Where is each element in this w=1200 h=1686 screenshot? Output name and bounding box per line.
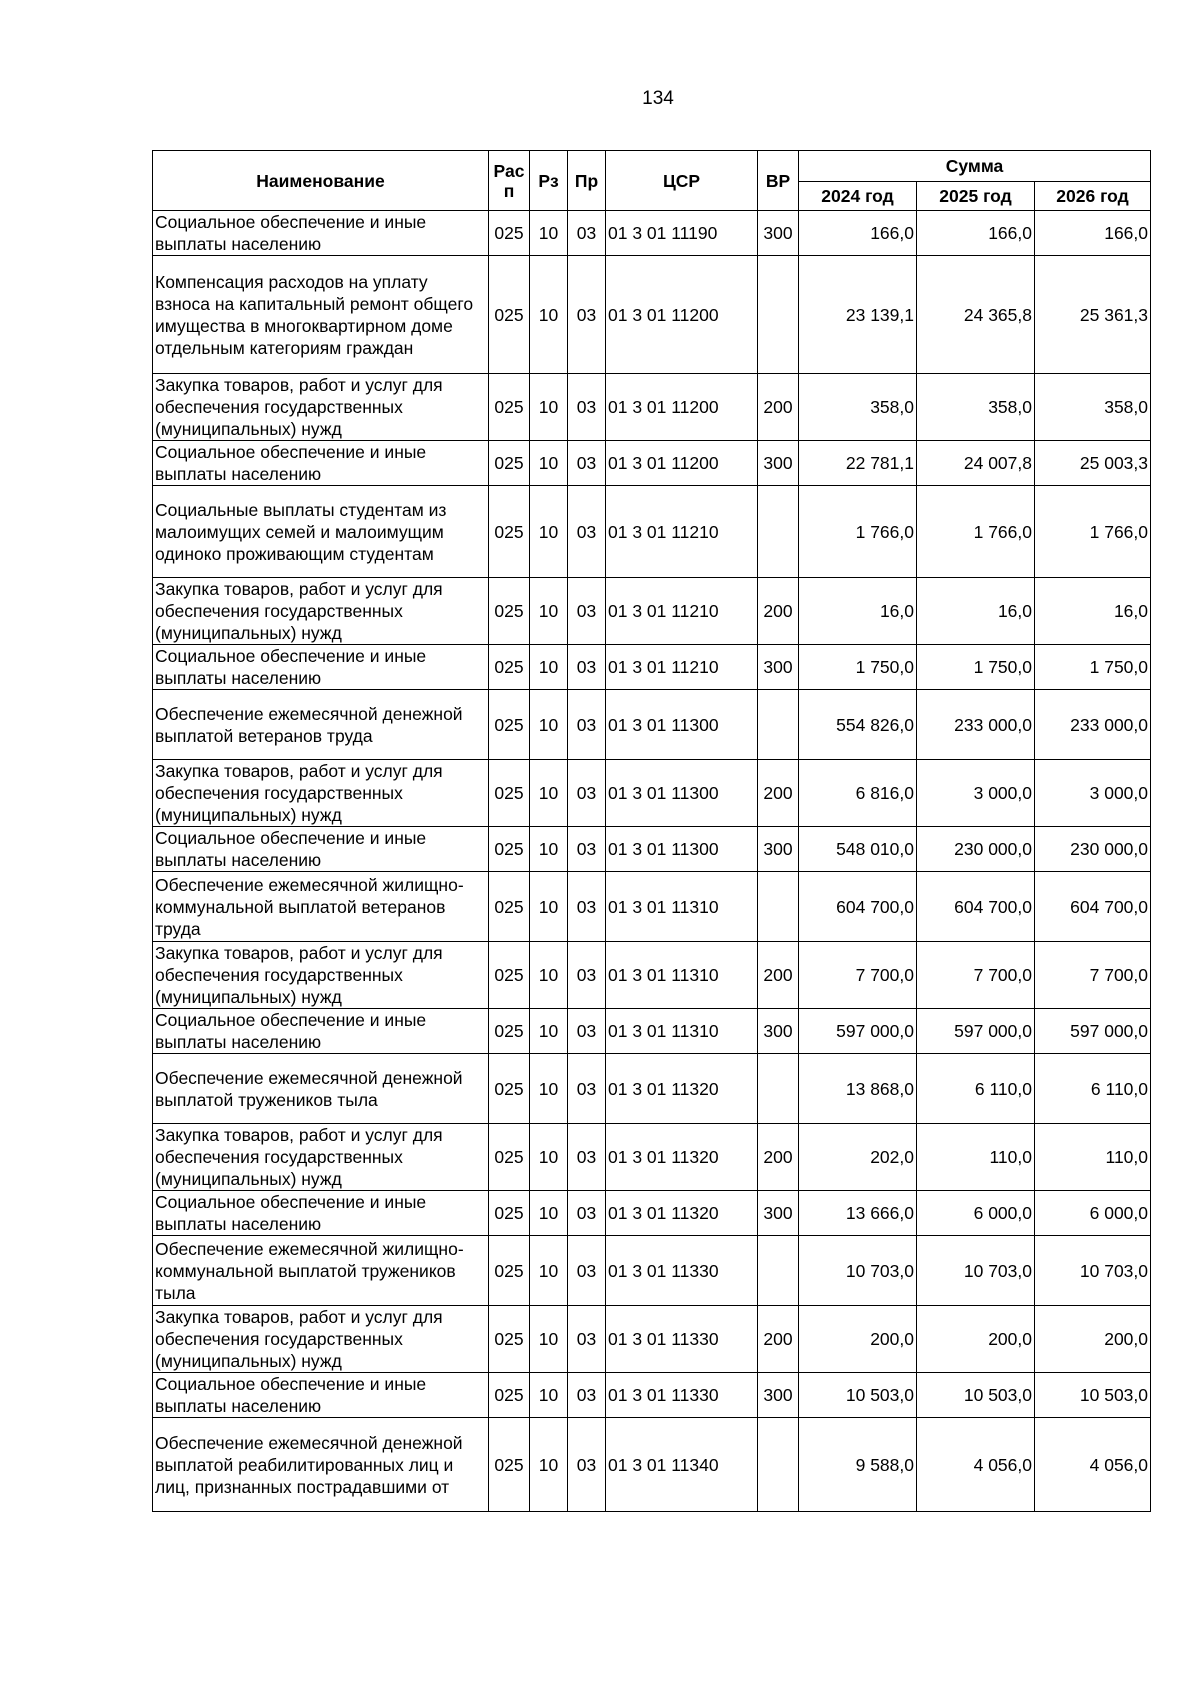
cell-sum-2026: 1 750,0 [1035,645,1151,690]
cell-sum-2025: 233 000,0 [917,690,1035,760]
cell-name: Закупка товаров, работ и услуг для обеспечения государственных (муниципальных) нужд [153,578,489,645]
table-row [153,1191,1151,1236]
cell-rasp: 025 [489,1009,530,1054]
cell-rz: 10 [530,486,568,578]
cell-sum-2025: 230 000,0 [917,827,1035,872]
cell-sum-2024: 16,0 [799,578,917,645]
cell-pr: 03 [568,645,606,690]
cell-sum-2024: 548 010,0 [799,827,917,872]
cell-name: Закупка товаров, работ и услуг для обеспечения государственных (муниципальных) нужд [153,1306,489,1373]
cell-pr: 03 [568,1236,606,1306]
cell-rasp: 025 [489,1306,530,1373]
cell-vr: 300 [758,441,799,486]
cell-name: Обеспечение ежемесячной денежной выплатой ветеранов труда [153,690,489,760]
cell-rasp: 025 [489,486,530,578]
cell-name: Обеспечение ежемесячной жилищно-коммунальной выплатой ветеранов труда [153,872,489,942]
cell-name: Закупка товаров, работ и услуг для обеспечения государственных (муниципальных) нужд [153,942,489,1009]
cell-sum-2024: 200,0 [799,1306,917,1373]
table-row [153,1418,1151,1512]
cell-sum-2025: 1 766,0 [917,486,1035,578]
cell-rz: 10 [530,1418,568,1512]
table-row [153,1236,1151,1306]
cell-vr: 300 [758,827,799,872]
header-name: Наименование [153,151,489,211]
budget-table [152,150,1151,1512]
header-pr: Пр [568,151,606,211]
cell-name: Обеспечение ежемесячной денежной выплатой реабилитированных лиц и лиц, признанных пострадавшими от [153,1418,489,1512]
cell-vr: 300 [758,211,799,256]
cell-pr: 03 [568,760,606,827]
cell-pr: 03 [568,690,606,760]
cell-sum-2025: 4 056,0 [917,1418,1035,1512]
cell-name: Социальное обеспечение и иные выплаты населению [153,211,489,256]
header-2026: 2026 год [1035,182,1151,211]
table-row [153,1373,1151,1418]
header-csr: ЦСР [606,151,758,211]
cell-vr: 200 [758,942,799,1009]
cell-pr: 03 [568,1009,606,1054]
cell-pr: 03 [568,1054,606,1124]
cell-csr: 01 3 01 11210 [606,578,758,645]
cell-sum-2025: 24 007,8 [917,441,1035,486]
cell-sum-2026: 166,0 [1035,211,1151,256]
cell-rz: 10 [530,374,568,441]
cell-sum-2025: 10 503,0 [917,1373,1035,1418]
cell-pr: 03 [568,1306,606,1373]
table-row [153,1054,1151,1124]
cell-sum-2026: 10 703,0 [1035,1236,1151,1306]
cell-name: Социальное обеспечение и иные выплаты населению [153,645,489,690]
cell-name: Закупка товаров, работ и услуг для обеспечения государственных (муниципальных) нужд [153,760,489,827]
cell-sum-2025: 604 700,0 [917,872,1035,942]
cell-sum-2024: 13 868,0 [799,1054,917,1124]
cell-csr: 01 3 01 11310 [606,942,758,1009]
cell-csr: 01 3 01 11340 [606,1418,758,1512]
cell-sum-2025: 200,0 [917,1306,1035,1373]
cell-vr [758,872,799,942]
cell-sum-2026: 6 000,0 [1035,1191,1151,1236]
cell-rasp: 025 [489,1418,530,1512]
cell-csr: 01 3 01 11200 [606,441,758,486]
cell-name: Закупка товаров, работ и услуг для обеспечения государственных (муниципальных) нужд [153,1124,489,1191]
cell-sum-2026: 4 056,0 [1035,1418,1151,1512]
cell-rz: 10 [530,211,568,256]
cell-vr: 300 [758,1191,799,1236]
cell-sum-2024: 1 766,0 [799,486,917,578]
cell-rasp: 025 [489,1124,530,1191]
cell-vr: 300 [758,645,799,690]
cell-pr: 03 [568,211,606,256]
table-row [153,211,1151,256]
cell-rasp: 025 [489,690,530,760]
cell-sum-2025: 7 700,0 [917,942,1035,1009]
cell-name: Социальное обеспечение и иные выплаты населению [153,1009,489,1054]
cell-sum-2026: 16,0 [1035,578,1151,645]
cell-csr: 01 3 01 11320 [606,1054,758,1124]
cell-sum-2025: 16,0 [917,578,1035,645]
cell-vr [758,690,799,760]
cell-vr: 200 [758,1306,799,1373]
cell-pr: 03 [568,486,606,578]
cell-sum-2024: 6 816,0 [799,760,917,827]
cell-sum-2026: 110,0 [1035,1124,1151,1191]
cell-sum-2025: 6 000,0 [917,1191,1035,1236]
cell-sum-2026: 1 766,0 [1035,486,1151,578]
cell-name: Компенсация расходов на уплату взноса на капитальный ремонт общего имущества в многоквартирном доме отдельным категориям граждан [153,256,489,374]
cell-sum-2025: 3 000,0 [917,760,1035,827]
cell-sum-2025: 10 703,0 [917,1236,1035,1306]
cell-vr: 300 [758,1373,799,1418]
cell-rasp: 025 [489,1236,530,1306]
cell-rz: 10 [530,872,568,942]
cell-sum-2024: 7 700,0 [799,942,917,1009]
cell-vr: 300 [758,1009,799,1054]
cell-name: Социальное обеспечение и иные выплаты населению [153,1191,489,1236]
cell-rasp: 025 [489,1054,530,1124]
cell-pr: 03 [568,256,606,374]
cell-sum-2026: 230 000,0 [1035,827,1151,872]
cell-sum-2024: 10 503,0 [799,1373,917,1418]
table-row [153,942,1151,1009]
cell-sum-2026: 6 110,0 [1035,1054,1151,1124]
cell-sum-2024: 1 750,0 [799,645,917,690]
cell-pr: 03 [568,374,606,441]
cell-rz: 10 [530,578,568,645]
header-vr: ВР [758,151,799,211]
cell-csr: 01 3 01 11200 [606,374,758,441]
cell-rasp: 025 [489,872,530,942]
cell-vr: 200 [758,374,799,441]
cell-pr: 03 [568,578,606,645]
cell-rz: 10 [530,690,568,760]
cell-csr: 01 3 01 11310 [606,872,758,942]
cell-sum-2026: 10 503,0 [1035,1373,1151,1418]
cell-csr: 01 3 01 11210 [606,645,758,690]
cell-pr: 03 [568,1418,606,1512]
cell-vr [758,486,799,578]
cell-sum-2024: 13 666,0 [799,1191,917,1236]
cell-sum-2026: 233 000,0 [1035,690,1151,760]
cell-sum-2024: 358,0 [799,374,917,441]
cell-sum-2024: 166,0 [799,211,917,256]
cell-vr [758,1236,799,1306]
cell-sum-2026: 7 700,0 [1035,942,1151,1009]
cell-vr [758,1054,799,1124]
cell-rz: 10 [530,1191,568,1236]
cell-sum-2025: 358,0 [917,374,1035,441]
cell-rasp: 025 [489,1373,530,1418]
cell-sum-2025: 24 365,8 [917,256,1035,374]
cell-csr: 01 3 01 11300 [606,827,758,872]
table-row [153,578,1151,645]
table-row [153,486,1151,578]
cell-name: Социальное обеспечение и иные выплаты населению [153,1373,489,1418]
table-row [153,827,1151,872]
cell-sum-2025: 166,0 [917,211,1035,256]
cell-vr: 200 [758,760,799,827]
table-row [153,1009,1151,1054]
cell-rz: 10 [530,1236,568,1306]
cell-pr: 03 [568,441,606,486]
cell-name: Закупка товаров, работ и услуг для обеспечения государственных (муниципальных) нужд [153,374,489,441]
cell-rz: 10 [530,1124,568,1191]
table-row [153,374,1151,441]
cell-vr: 200 [758,1124,799,1191]
cell-rasp: 025 [489,374,530,441]
cell-csr: 01 3 01 11320 [606,1124,758,1191]
cell-sum-2025: 6 110,0 [917,1054,1035,1124]
cell-rz: 10 [530,1373,568,1418]
cell-pr: 03 [568,827,606,872]
table-row [153,690,1151,760]
cell-csr: 01 3 01 11320 [606,1191,758,1236]
cell-rasp: 025 [489,827,530,872]
cell-csr: 01 3 01 11330 [606,1236,758,1306]
cell-csr: 01 3 01 11210 [606,486,758,578]
cell-rz: 10 [530,760,568,827]
cell-rz: 10 [530,256,568,374]
cell-name: Социальное обеспечение и иные выплаты населению [153,441,489,486]
cell-rasp: 025 [489,578,530,645]
cell-rasp: 025 [489,211,530,256]
cell-pr: 03 [568,1124,606,1191]
cell-rz: 10 [530,1306,568,1373]
cell-sum-2026: 597 000,0 [1035,1009,1151,1054]
cell-rasp: 025 [489,256,530,374]
header-rasp: Рас п [489,151,530,211]
table-row [153,645,1151,690]
cell-csr: 01 3 01 11310 [606,1009,758,1054]
cell-sum-2024: 604 700,0 [799,872,917,942]
cell-pr: 03 [568,1191,606,1236]
cell-sum-2025: 597 000,0 [917,1009,1035,1054]
cell-sum-2024: 202,0 [799,1124,917,1191]
cell-pr: 03 [568,1373,606,1418]
cell-csr: 01 3 01 11300 [606,760,758,827]
cell-pr: 03 [568,942,606,1009]
cell-name: Социальное обеспечение и иные выплаты населению [153,827,489,872]
header-rz: Рз [530,151,568,211]
header-2025: 2025 год [917,182,1035,211]
cell-name: Социальные выплаты студентам из малоимущих семей и малоимущим одиноко проживающим студентам [153,486,489,578]
cell-sum-2024: 597 000,0 [799,1009,917,1054]
cell-name: Обеспечение ежемесячной денежной выплатой тружеников тыла [153,1054,489,1124]
cell-rasp: 025 [489,760,530,827]
cell-sum-2024: 10 703,0 [799,1236,917,1306]
cell-csr: 01 3 01 11330 [606,1373,758,1418]
table-row [153,441,1151,486]
cell-sum-2025: 1 750,0 [917,645,1035,690]
cell-sum-2024: 23 139,1 [799,256,917,374]
cell-rasp: 025 [489,942,530,1009]
header-row [153,151,1151,182]
page-number: 134 [642,88,674,109]
cell-vr [758,1418,799,1512]
header-sum: Сумма [799,151,1151,182]
header-2024: 2024 год [799,182,917,211]
cell-sum-2026: 358,0 [1035,374,1151,441]
cell-rz: 10 [530,441,568,486]
table-body [153,211,1151,1512]
cell-sum-2026: 604 700,0 [1035,872,1151,942]
cell-rz: 10 [530,1009,568,1054]
table-row [153,1306,1151,1373]
cell-rz: 10 [530,645,568,690]
cell-rz: 10 [530,942,568,1009]
cell-rasp: 025 [489,1191,530,1236]
cell-sum-2025: 110,0 [917,1124,1035,1191]
cell-pr: 03 [568,872,606,942]
cell-csr: 01 3 01 11330 [606,1306,758,1373]
cell-rasp: 025 [489,645,530,690]
cell-sum-2024: 554 826,0 [799,690,917,760]
cell-sum-2024: 9 588,0 [799,1418,917,1512]
cell-sum-2026: 25 003,3 [1035,441,1151,486]
table-row [153,1124,1151,1191]
cell-sum-2026: 3 000,0 [1035,760,1151,827]
cell-rasp: 025 [489,441,530,486]
cell-csr: 01 3 01 11300 [606,690,758,760]
cell-name: Обеспечение ежемесячной жилищно-коммунальной выплатой тружеников тыла [153,1236,489,1306]
cell-rz: 10 [530,1054,568,1124]
cell-csr: 01 3 01 11200 [606,256,758,374]
cell-vr: 200 [758,578,799,645]
table-row [153,872,1151,942]
cell-sum-2026: 25 361,3 [1035,256,1151,374]
cell-csr: 01 3 01 11190 [606,211,758,256]
table-row [153,256,1151,374]
cell-sum-2026: 200,0 [1035,1306,1151,1373]
cell-vr [758,256,799,374]
cell-sum-2024: 22 781,1 [799,441,917,486]
table-row [153,760,1151,827]
cell-rz: 10 [530,827,568,872]
